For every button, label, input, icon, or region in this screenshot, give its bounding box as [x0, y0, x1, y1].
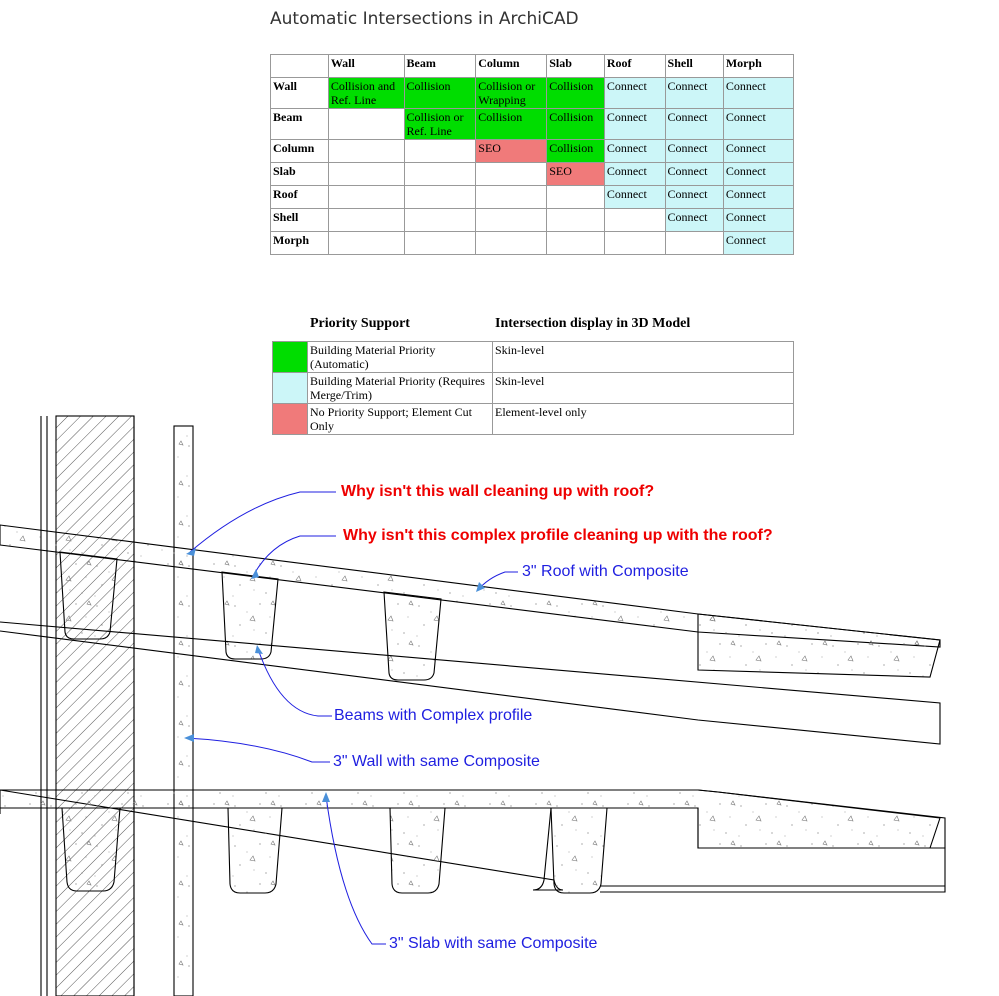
matrix-cell: Connect: [723, 109, 793, 140]
matrix-cell: Connect: [604, 163, 665, 186]
matrix-cell: Collision or Ref. Line: [404, 109, 476, 140]
roof-end-block: [698, 614, 940, 677]
floor-beam: [62, 808, 120, 891]
matrix-cell: Connect: [723, 209, 793, 232]
matrix-cell: SEO: [476, 140, 547, 163]
matrix-cell: SEO: [547, 163, 605, 186]
beams-label-leader: [258, 649, 332, 716]
matrix-cell: Connect: [604, 140, 665, 163]
matrix-cell: Connect: [665, 78, 723, 109]
profile-question-note: Why isn't this complex profile cleaning up with the roof?: [343, 527, 773, 544]
matrix-cell: Connect: [604, 109, 665, 140]
matrix-row-header: Column: [271, 140, 329, 163]
legend-display: Element-level only: [493, 404, 794, 435]
matrix-column-header: Beam: [404, 55, 476, 78]
matrix-row-header: Wall: [271, 78, 329, 109]
legend-priority: No Priority Support; Element Cut Only: [308, 404, 493, 435]
legend-display: Skin-level: [493, 342, 794, 373]
matrix-cell: Collision: [404, 78, 476, 109]
page-title: Automatic Intersections in ArchiCAD: [270, 9, 579, 29]
matrix-cell: Connect: [723, 78, 793, 109]
thin-wall: [174, 426, 193, 996]
beams-label: Beams with Complex profile: [334, 707, 533, 724]
hatched-wall: [56, 416, 134, 996]
wall-question-leader: [190, 492, 336, 552]
matrix-column-header: Shell: [665, 55, 723, 78]
legend-display: Skin-level: [493, 373, 794, 404]
matrix-column-header: Column: [476, 55, 547, 78]
roof-beam: [384, 592, 441, 680]
matrix-row-header: Shell: [271, 209, 329, 232]
floor-beam: [390, 808, 445, 893]
wall-label-leader: [186, 738, 330, 762]
matrix-column-header: Slab: [547, 55, 605, 78]
legend-priority: Building Material Priority (Automatic): [308, 342, 493, 373]
roof-beam: [222, 572, 278, 659]
legend-header-display: Intersection display in 3D Model: [495, 316, 691, 331]
floor-slab-top: [0, 790, 940, 848]
matrix-cell: Connect: [723, 140, 793, 163]
roof-label: 3" Roof with Composite: [522, 563, 689, 580]
matrix-cell: Collision: [547, 140, 605, 163]
matrix-cell: Collision or Wrapping: [476, 78, 547, 109]
matrix-cell: Connect: [665, 163, 723, 186]
floor-beam: [551, 808, 607, 893]
matrix-cell: Connect: [723, 163, 793, 186]
matrix-cell: Connect: [665, 140, 723, 163]
matrix-cell: Connect: [723, 186, 793, 209]
matrix-row-header: Morph: [271, 232, 329, 255]
matrix-cell: Collision and Ref. Line: [328, 78, 404, 109]
matrix-cell: Connect: [723, 232, 793, 255]
matrix-cell: Connect: [665, 109, 723, 140]
matrix-row-header: Slab: [271, 163, 329, 186]
matrix-column-header: Roof: [604, 55, 665, 78]
matrix-cell: Connect: [604, 186, 665, 209]
slab-label-leader: [326, 796, 386, 944]
matrix-cell: Connect: [604, 78, 665, 109]
matrix-cell: Connect: [665, 186, 723, 209]
legend-priority: Building Material Priority (Requires Merge/Trim): [308, 373, 493, 404]
matrix-column-header: Wall: [328, 55, 404, 78]
floor-underside-line: [600, 848, 945, 892]
matrix-row-header: Roof: [271, 186, 329, 209]
legend-header-priority: Priority Support: [310, 316, 410, 331]
matrix-cell: Collision: [476, 109, 547, 140]
floor-beam: [228, 808, 282, 893]
matrix-cell: Collision: [547, 78, 605, 109]
wall-question-note: Why isn't this wall cleaning up with roof?: [341, 483, 655, 500]
matrix-cell: Connect: [665, 209, 723, 232]
matrix-cell: Collision: [547, 109, 605, 140]
wall-label: 3" Wall with same Composite: [333, 753, 540, 770]
matrix-column-header: Morph: [723, 55, 793, 78]
slab-label: 3" Slab with same Composite: [389, 935, 598, 952]
matrix-row-header: Beam: [271, 109, 329, 140]
roof-beam: [60, 552, 117, 639]
